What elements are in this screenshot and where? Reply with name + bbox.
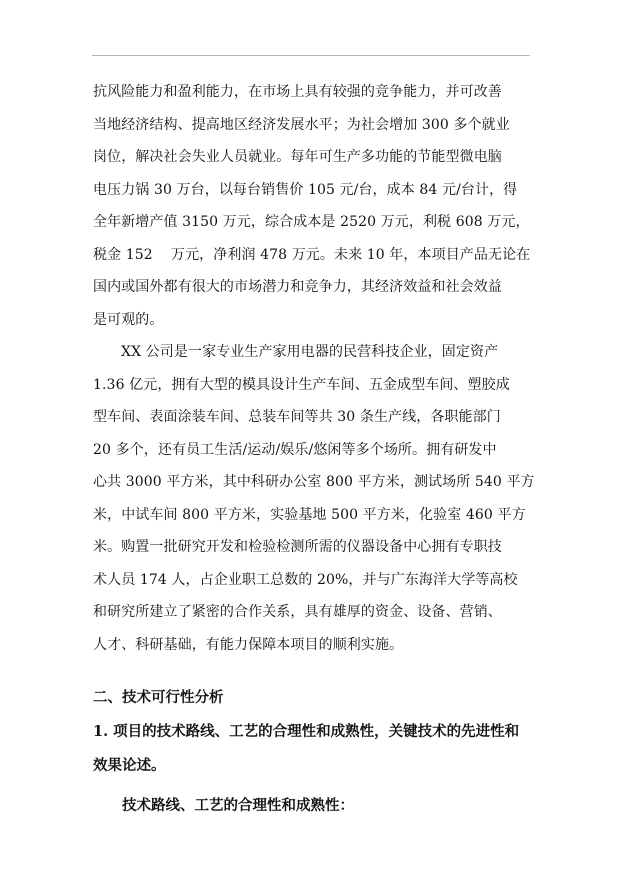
paragraph-2 [93, 336, 535, 661]
subsection-heading-line-2: 效果论述。 [93, 757, 166, 774]
text-line: 电压力锅 30 万台，以每台销售价 105 元/台，成本 84 元/台计，得 [93, 181, 518, 198]
sub-subheading: 技术路线、工艺的合理性和成熟性： [122, 797, 354, 814]
text-line: 当地经济结构、提高地区经济发展水平；为社会增加 300 多个就业 [93, 116, 510, 133]
text-line: 是可观的。 [93, 311, 164, 328]
text-line: 人才、科研基础，有能力保障本项目的顺利实施。 [93, 636, 404, 653]
text-line: 抗风险能力和盈利能力，在市场上具有较强的竞争能力，并可改善 [93, 84, 502, 100]
text-line: 和研究所建立了紧密的合作关系，具有雄厚的资金、设备、营销、 [93, 604, 502, 620]
text-line: 岗位，解决社会失业人员就业。每年可生产多功能的节能型微电脑 [93, 149, 502, 165]
header-rule [92, 55, 530, 56]
section-heading: 二、技术可行性分析 [93, 689, 224, 706]
spacer [93, 661, 531, 681]
text-line: 国内或国外都有很大的市场潜力和竞争力，其经济效益和社会效益 [93, 279, 502, 295]
text-line: 术人员 174 人，占企业职工总数的 20%，并与广东海洋大学等高校 [93, 571, 518, 588]
text-line: XX 公司是一家专业生产家用电器的民营科技企业，固定资产 [121, 344, 499, 360]
document-body [93, 76, 535, 823]
paragraph-1 [93, 76, 531, 336]
subsection-heading-line-1: 1. 项目的技术路线、工艺的合理性和成熟性，关键技术的先进性和 [93, 723, 520, 740]
text-line: 全年新增产值 3150 万元，综合成本是 2520 万元，利税 608 万元， [93, 214, 530, 230]
text-line: 1.36 亿元，拥有大型的模具设计生产车间、五金成型车间、塑胶成 [93, 376, 510, 393]
text-line: 型车间、表面涂装车间、总装车间等共 30 条生产线，各职能部门 [93, 409, 501, 425]
text-line: 20 多个，还有员工生活/运动/娱乐/悠闲等多个场所。拥有研发中 [93, 441, 497, 458]
text-line: 税金 152 万元，净利润 478 万元。未来 10 年，本项目产品无论在 [93, 246, 531, 263]
text-line: 心共 3000 平方米，其中科研办公室 800 平方米，测试场所 540 平方 [93, 474, 535, 490]
text-line: 米。购置一批研究开发和检验检测所需的仪器设备中心拥有专职技 [93, 539, 502, 555]
text-line: 米，中试车间 800 平方米，实验基地 500 平方米，化验室 460 平方 [93, 506, 526, 523]
